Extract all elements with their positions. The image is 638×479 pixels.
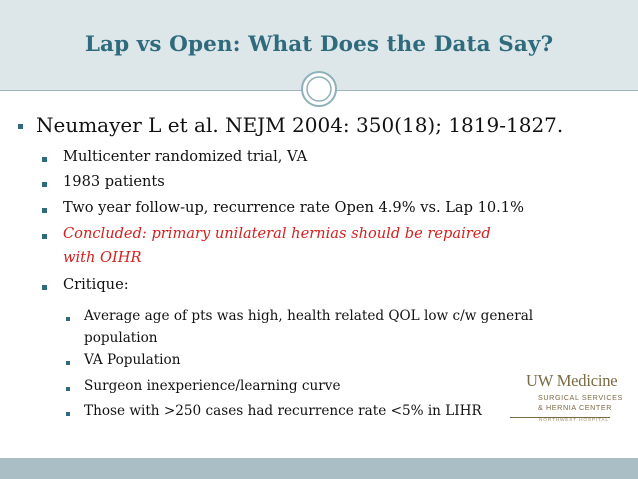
conclusion-text: Concluded: primary unilateral hernias should be repaired — [63, 225, 491, 242]
logo-title: UW Medicine — [526, 371, 618, 390]
bullet-marker — [42, 208, 47, 213]
patients-text: 1983 patients — [63, 173, 165, 190]
surgeon-text: Surgeon inexperience/learning curve — [84, 378, 341, 394]
bullet-marker — [42, 157, 47, 162]
bullet-marker — [66, 317, 70, 321]
footer-bar — [0, 458, 638, 479]
bullet-marker — [66, 387, 70, 391]
bullet-marker — [42, 285, 47, 290]
bullet-marker — [42, 234, 47, 239]
bullet-marker — [66, 361, 70, 365]
followup-text: Two year follow-up, recurrence rate Open 4.9% vs. Lap 10.1% — [63, 199, 524, 216]
bullet-marker — [66, 412, 70, 416]
age-text: Average age of pts was high, health related QOL low c/w general — [84, 308, 534, 324]
conclusion-text-cont: with OIHR — [63, 249, 142, 266]
logo-tagline: NORTHWEST HOSPITAL — [539, 418, 609, 423]
logo-line2: & HERNIA CENTER — [538, 403, 613, 412]
bullet-marker — [42, 182, 47, 187]
uw-medicine-logo — [496, 371, 623, 423]
va-population-text: VA Population — [84, 352, 181, 368]
slide-title: Lap vs Open: What Does the Data Say? — [84, 32, 554, 57]
logo-line1: SURGICAL SERVICES — [538, 393, 623, 402]
trial-text: Multicenter randomized trial, VA — [63, 148, 308, 165]
critique-heading: Critique: — [63, 276, 129, 293]
cases-text: Those with >250 cases had recurrence rate <5% in LIHR — [84, 403, 482, 419]
circle-ornament-icon — [300, 70, 338, 108]
bullet-marker — [18, 124, 23, 129]
citation-text: Neumayer L et al. NEJM 2004: 350(18); 1819-1827. — [36, 113, 564, 137]
age-text-cont: population — [84, 330, 158, 346]
